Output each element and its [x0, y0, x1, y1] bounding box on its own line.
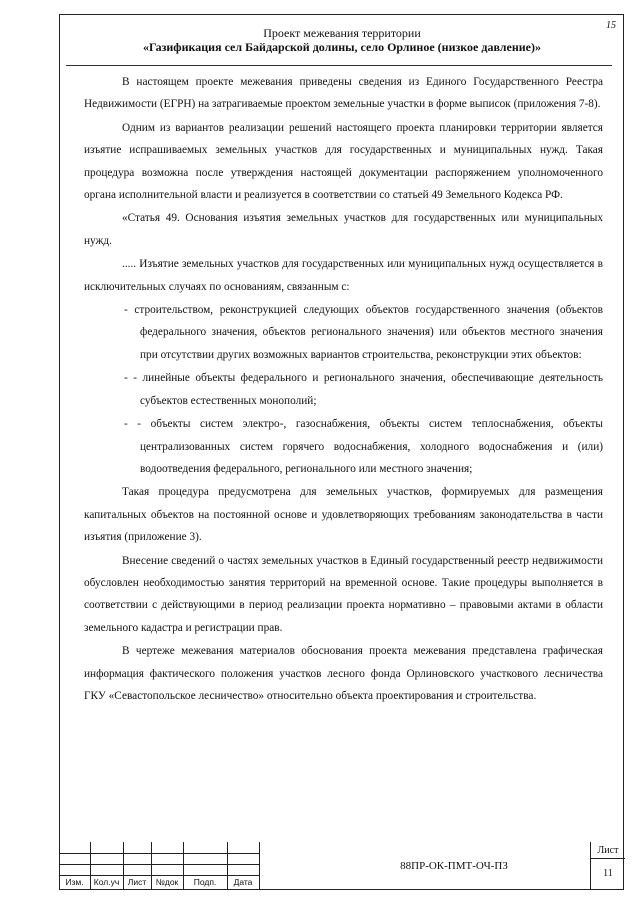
paragraph: В чертеже межевания материалов обоснования проекта межевания представлена графическая информация фактического положения участков лесного фонда Орлиновского участкового лесничества ГКУ «Севастопольское лесничество» относительно объекта проектирования и строительства. [84, 645, 603, 702]
header-title: Проект межевания территории [263, 26, 421, 40]
list-item: - - линейные объекты федерального и регионального значения, обеспечивающие деятельность субъектов естественных монополий; [124, 372, 603, 407]
column-label: Лист [127, 877, 147, 887]
column-label: Дата [233, 877, 253, 887]
sheet-label: Лист [597, 845, 619, 856]
paragraph: «Статья 49. Основания изъятия земельных участков для государственных или муниципальных нужд. [84, 212, 603, 247]
list-item: - строительством, реконструкцией следующих объектов государственного значения (объектов федерального значения, объектов регионального значения) или объектов местного значения при отсутствии других возможных вариантов строительства, реконструкции этих объектов: [124, 304, 603, 361]
paragraph: Такая процедура предусмотрена для земельных участков, формируемых для размещения капитальных объектов на постоянной основе и удовлетворяющих требованиям законодательства в части изъятия (приложение 3). [84, 486, 603, 544]
list-item: - - объекты систем электро-, газоснабжения, объекты систем теплоснабжения, объекты централизованных систем горячего водоснабжения, холодного водоснабжения и (или) водоотведения федерального, регионального или местного значения; [124, 418, 603, 475]
header-project-name: «Газификация сел Байдарской долины, село Орлиное (низкое давление)» [142, 40, 541, 54]
header-rule [66, 65, 612, 66]
revision-table [59, 842, 259, 890]
page-number: 15 [606, 20, 616, 31]
column-label: Кол.уч [93, 877, 120, 887]
title-block [59, 842, 624, 890]
column-label: Изм. [65, 877, 84, 887]
column-label: №док [155, 877, 179, 887]
sheet-number: 11 [603, 868, 613, 879]
document-code: 88ПР-ОК-ПМТ-ОЧ-ПЗ [259, 842, 640, 890]
document-header [62, 26, 622, 54]
sheet-box [590, 842, 625, 890]
document-body [84, 71, 603, 707]
paragraph: Одним из вариантов реализации решений настоящего проекта планировки территории является изъятие испрашиваемых земельных участков для государственных и муниципальных нужд. Такая процедура возможна после утверждения настоящей документации распоряжением уполномоченного органа исполнительной власти и реализуется в соответствии со статьей 49 Земельного Кодекса РФ. [84, 121, 603, 202]
paragraph: ..... Изъятие земельных участков для государственных или муниципальных нужд осуществляется в исключительных случаях по основаниям, связанным с: [84, 258, 603, 293]
column-label: Подп. [193, 877, 217, 887]
paragraph: В настоящем проекте межевания приведены сведения из Единого Государственного Реестра Недвижимости (ЕГРН) на затрагиваемые проектом земельные участки в форме выписок (приложения 7-8). [84, 76, 603, 111]
paragraph: Внесение сведений о частях земельных участков в Единый государственный реестр недвижимости обусловлен необходимостью занятия территорий на временной основе. Такие процедуры выполняется в соответствии с действующими в период реализации проекта нормативно – правовыми актами в области земельного кадастра и регистрации прав. [84, 554, 603, 634]
